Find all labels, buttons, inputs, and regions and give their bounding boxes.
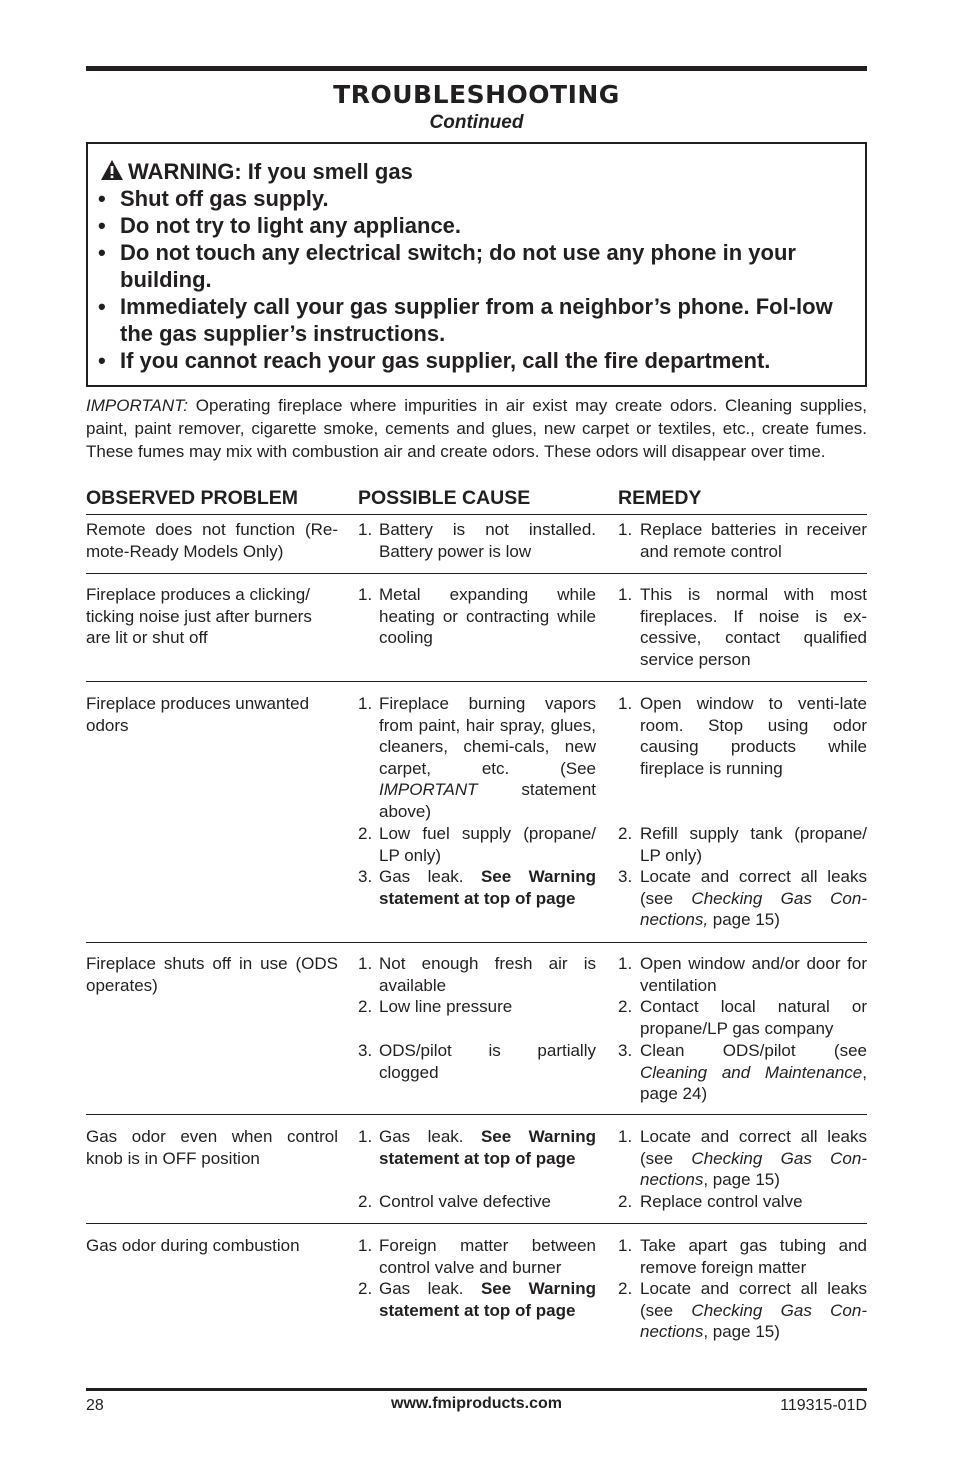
top-rule: [86, 66, 867, 71]
important-note: [86, 394, 867, 463]
remedy-number: 2.: [618, 1279, 633, 1298]
cause-text: Low line pressure: [379, 997, 513, 1016]
remedy-number: 1.: [618, 954, 633, 973]
remedy-text: Locate and correct all leaks (see Checking Gas Con-nections, page 15): [640, 1127, 868, 1190]
warning-triangle-icon: [100, 159, 124, 181]
cause-number: 1.: [358, 520, 373, 539]
remedy-text: Replace control valve: [640, 1192, 803, 1211]
document-number: 119315-01D: [780, 1397, 867, 1414]
row-divider: [86, 1223, 867, 1224]
warning-item: • Shut off gas supply.: [98, 186, 329, 211]
remedy-number: 1.: [618, 1127, 633, 1146]
problem-cell: Remote does not function (Re-mote-Ready Models Only): [86, 520, 338, 561]
remedy-text: Refill supply tank (propane/ LP only): [640, 824, 867, 865]
remedy-text: Take apart gas tubing and remove foreign matter: [640, 1236, 867, 1277]
cause-number: 3.: [358, 1041, 373, 1060]
warning-heading-text: WARNING: If you smell gas: [128, 159, 413, 184]
cause-number: 1.: [358, 585, 373, 604]
remedy-text: Contact local natural or propane/LP gas company: [640, 997, 867, 1038]
problem-cell: Gas odor during combustion: [86, 1236, 300, 1255]
remedy-number: 2.: [618, 824, 633, 843]
problem-cell: Fireplace produces unwanted odors: [86, 694, 310, 735]
cause-text: Low fuel supply (propane/ LP only): [379, 824, 596, 865]
remedy-number: 1.: [618, 585, 633, 604]
remedy-number: 1.: [618, 1236, 633, 1255]
cause-text: ODS/pilot is partially clogged: [379, 1041, 596, 1082]
cause-number: 1.: [358, 694, 373, 713]
warning-heading: [100, 158, 413, 185]
page-title: TROUBLESHOOTING: [333, 80, 620, 109]
footer-rule: [86, 1388, 867, 1391]
row-divider: [86, 942, 867, 943]
remedy-text: Locate and correct all leaks (see Checking Gas Con-nections, page 15): [640, 1279, 868, 1342]
remedy-number: 1.: [618, 694, 633, 713]
warning-item: • If you cannot reach your gas supplier, call the fire department.: [98, 348, 771, 373]
remedy-number: 3.: [618, 867, 633, 886]
cause-text: Fireplace burning vapors from paint, hair spray, glues, cleaners, chemi-cals, new carpet, etc. (See IMPORTANT statement above): [379, 694, 596, 821]
problem-cell: Gas odor even when control knob is in OFF position: [86, 1127, 338, 1168]
remedy-number: 2.: [618, 997, 633, 1016]
remedy-text: Replace batteries in receiver and remote control: [640, 520, 867, 561]
warning-item: • Do not try to light any appliance.: [98, 213, 462, 238]
row-divider: [86, 573, 867, 574]
page-number: 28: [86, 1397, 104, 1414]
cause-text: Foreign matter between control valve and burner: [379, 1236, 596, 1277]
cause-text: Not enough fresh air is available: [379, 954, 596, 995]
cause-number: 2.: [358, 997, 373, 1016]
important-text: Operating fireplace where impurities in air exist may create odors. Cleaning supplies, paint, paint remover, cigarette smoke, cements and glues, new carpet or textiles, etc., create fumes. These fumes may mix with combustion air and create odors. These odors will disappear over time.: [86, 396, 867, 461]
cause-number: 2.: [358, 1192, 373, 1211]
remedy-number: 3.: [618, 1041, 633, 1060]
cause-number: 1.: [358, 1127, 373, 1146]
warning-list: [98, 185, 858, 374]
remedy-text: This is normal with most fireplaces. If noise is ex-cessive, contact qualified service person: [640, 585, 867, 669]
cause-text: Battery is not installed. Battery power is low: [379, 520, 596, 561]
problem-cell: Fireplace shuts off in use (ODS operates): [86, 954, 338, 995]
warning-box: [86, 142, 867, 387]
header-possible-cause: POSSIBLE CAUSE: [358, 487, 531, 509]
remedy-text: Locate and correct all leaks (see Checking Gas Con-nections, page 15): [640, 867, 868, 930]
cause-text: Gas leak. See Warning statement at top of page: [379, 1127, 596, 1168]
header-remedy: REMEDY: [618, 487, 702, 509]
cause-text: Metal expanding while heating or contracting while cooling: [379, 585, 596, 648]
cause-text: Gas leak. See Warning statement at top of page: [379, 867, 596, 908]
website-link[interactable]: www.fmiproducts.com: [391, 1395, 562, 1412]
important-label: IMPORTANT:: [86, 396, 188, 415]
remedy-number: 1.: [618, 520, 633, 539]
row-divider: [86, 1114, 867, 1115]
cause-text: Control valve defective: [379, 1192, 551, 1211]
header-observed-problem: OBSERVED PROBLEM: [86, 487, 299, 509]
cause-number: 3.: [358, 867, 373, 886]
cause-number: 2.: [358, 824, 373, 843]
page-subtitle: Continued: [429, 112, 524, 133]
remedy-text: Clean ODS/pilot (see Cleaning and Maintenance, page 24): [640, 1041, 867, 1104]
header-divider: [86, 514, 867, 515]
cause-number: 1.: [358, 1236, 373, 1255]
row-divider: [86, 681, 867, 682]
warning-item: • Immediately call your gas supplier from a neighbor’s phone. Fol-low the gas supplier’s instructions.: [98, 294, 833, 346]
cause-number: 1.: [358, 954, 373, 973]
warning-item: • Do not touch any electrical switch; do not use any phone in your building.: [98, 240, 796, 292]
cause-text: Gas leak. See Warning statement at top of page: [379, 1279, 596, 1320]
remedy-number: 2.: [618, 1192, 633, 1211]
remedy-text: Open window and/or door for ventilation: [640, 954, 867, 995]
cause-number: 2.: [358, 1279, 373, 1298]
remedy-text: Open window to venti-late room. Stop using odor causing products while fireplace is running: [640, 694, 867, 778]
problem-cell: Fireplace produces a clicking/ ticking noise just after burners are lit or shut off: [86, 585, 312, 648]
